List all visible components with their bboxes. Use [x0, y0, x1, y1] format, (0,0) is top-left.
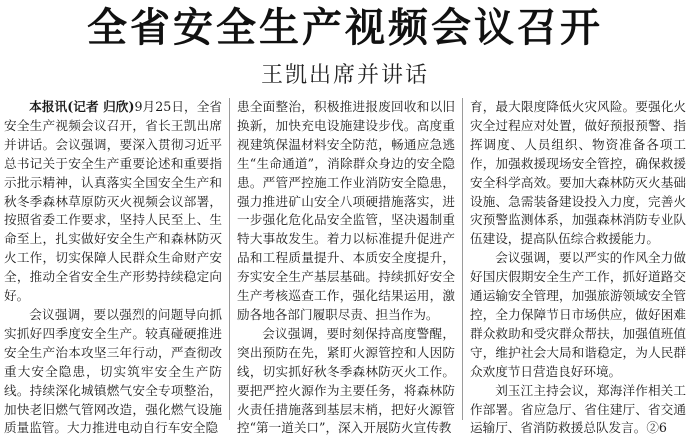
subheadline: 王凯出席并讲话	[260, 63, 429, 88]
paragraph-text: 9月25日，全省安全生产视频会议召开，省长王凯出席并讲话。会议强调，要深入贯彻习近平总书记关于安全生产重要论述和重要指示批示精神，认真落实全国安全生产和秋冬季森林草原防灭火视频会议部署，按照省委工作要求，坚持人民至上、生命至上，扎实做好安全生产和森林防灭火工作，切实保障人民群众生命财产安全，推动全省安全生产形势持续稳定向好。	[4, 99, 222, 304]
article-column-1	[4, 98, 222, 436]
column-divider	[462, 98, 463, 420]
byline: 本报讯(记者 归欣)	[29, 99, 135, 114]
article-column-3	[470, 98, 686, 436]
article-column-2	[237, 98, 455, 436]
article-paragraph: 会议强调，要以强烈的问题导向抓实抓好四季度安全生产。较真碰硬推进安全生产治本攻坚三年行动，严查彻改重大安全隐患，切实筑牢安全生产防线。持续深化城镇燃气安全专项整治，加快老旧燃气管网改造，强化燃气设施质量监管。大力推进电动自行车安全隐	[4, 306, 222, 436]
column-divider	[229, 98, 230, 420]
article-paragraph: 会议强调，要以严实的作风全力做好国庆假期安全生产工作，抓好道路交通运输安全管理，加强旅游领域安全管控，全力保障节日市场供应，做好困难群众救助和受灾群众帮扶，加强值班值守，维护社会大局和谐稳定，为人民群众欢度节日营造良好环境。	[470, 250, 686, 379]
article-paragraph: 育，最大限度降低火灾风险。要强化火灾全过程应对处置，做好预报预警、指挥调度、人员组织、物资准备各项工作，加强救援现场安全管控，确保救援安全科学高效。要加大森林防灭火基础设施、急需装备建设投入力度，完善火灾预警监测体系，加强森林消防专业队伍建设，提高队伍综合救援能力。	[470, 99, 686, 247]
article-paragraph: 会议强调，要时刻保持高度警醒，突出预防在先，紧盯火源管控和人因防线，切实抓好秋冬季森林防灭火工作。要把严控火源作为主要任务，将森林防火责任措施落到基层末梢，把好火源管控“第一道关口”，深入开展防火宣传教	[237, 325, 455, 436]
article-paragraph: 患全面整治，积极推进报废回收和以旧换新，加快充电设施建设步伐。高度重视建筑保温材料安全防范，畅通应急逃生“生命通道”，消除群众身边的安全隐患。严管严控施工作业消防安全隐患，强力推进矿山安全八项硬措施落实，进一步强化危化品安全监管，坚决遏制重特大事故发生。着力以标准提升促进产品和工程质量提升、本质安全度提升，夯实安全生产基层基础。持续抓好安全生产考核巡查工作，强化结果运用，激励各地各部门履职尽责、担当作为。	[237, 99, 455, 322]
article-paragraph	[4, 98, 222, 306]
headline: 全省安全生产视频会议召开	[87, 5, 603, 51]
article-paragraph: 刘玉江主持会议，郑海洋作相关工作部署。省应急厅、省住建厅、省交通运输厅、省消防救援总队发言。②6	[470, 382, 686, 436]
